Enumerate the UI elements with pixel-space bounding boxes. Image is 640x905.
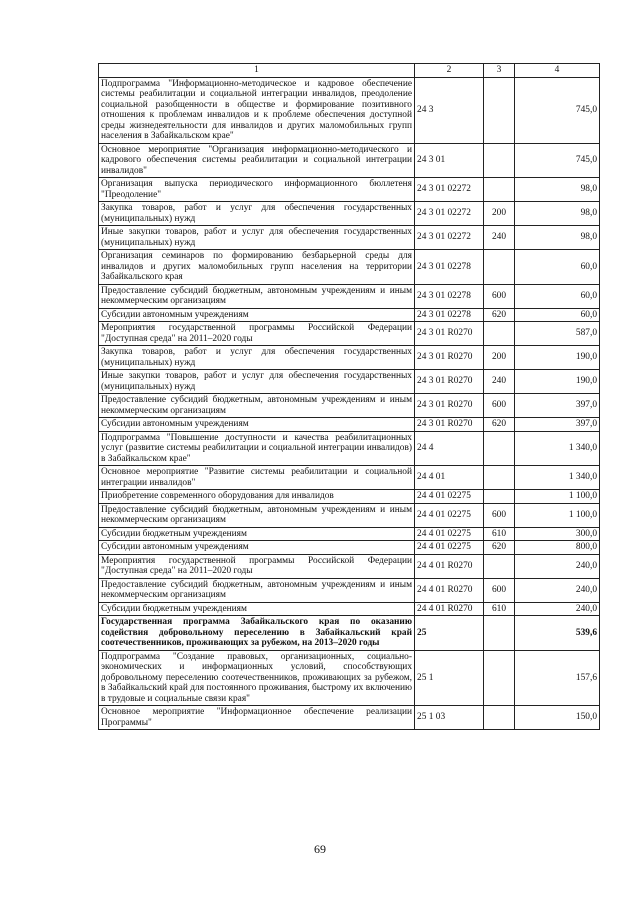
row-code-cell: 25 1 03 [415,706,484,730]
row-expense-type-cell [484,616,515,651]
row-expense-type-cell [484,466,515,490]
row-code-cell: 24 4 01 02275 [415,503,484,527]
row-code-cell: 24 3 01 02272 [415,202,484,226]
row-expense-type-cell [484,554,515,578]
table-row [99,650,600,706]
row-sum-cell: 98,0 [515,178,600,202]
row-name-cell: Основное мероприятие "Организация информационно-методического и кадрового обеспечения системы реабилитации и социальной интеграции инвалидов" [99,143,415,178]
row-name-cell: Субсидии бюджетным учреждениям [99,527,415,541]
row-expense-type-cell [484,250,515,285]
row-sum-cell: 240,0 [515,554,600,578]
row-code-cell: 24 3 01 R0270 [415,394,484,418]
row-sum-cell: 1 100,0 [515,490,600,504]
row-code-cell: 24 3 01 R0270 [415,370,484,394]
row-expense-type-cell [484,431,515,466]
row-code-cell: 24 4 01 02275 [415,527,484,541]
table-row [99,226,600,250]
row-expense-type-cell: 200 [484,202,515,226]
row-sum-cell: 240,0 [515,578,600,602]
row-sum-cell: 157,6 [515,650,600,706]
row-code-cell: 24 4 01 [415,466,484,490]
row-name-cell: Субсидии автономным учреждениям [99,418,415,432]
row-expense-type-cell: 620 [484,308,515,322]
page-number: 69 [314,842,326,856]
row-expense-type-cell [484,322,515,346]
row-expense-type-cell: 610 [484,527,515,541]
row-expense-type-cell: 600 [484,284,515,308]
table-row [99,490,600,504]
table-row [99,322,600,346]
row-sum-cell: 587,0 [515,322,600,346]
row-sum-cell: 98,0 [515,226,600,250]
row-name-cell: Субсидии автономным учреждениям [99,308,415,322]
table-row [99,143,600,178]
row-name-cell: Подпрограмма "Повышение доступности и качества реабилитационных услуг (развитие системы реабилитации и социальной интеграции инвалидов) в Забайкальском крае" [99,431,415,466]
table-row [99,431,600,466]
row-sum-cell: 745,0 [515,143,600,178]
row-sum-cell: 397,0 [515,418,600,432]
row-expense-type-cell: 620 [484,418,515,432]
table-row [99,602,600,616]
row-sum-cell: 190,0 [515,346,600,370]
row-expense-type-cell: 600 [484,578,515,602]
header-col-3: 3 [484,64,515,78]
row-sum-cell: 1 340,0 [515,431,600,466]
table-row [99,616,600,651]
row-expense-type-cell: 200 [484,346,515,370]
row-name-cell: Подпрограмма "Информационно-методическое и кадровое обеспечение системы реабилитации и социальной интеграции инвалидов, преодоление социальной разобщенности в обществе и формирование позитивного отношения к проблемам инвалидов и к проблеме обеспечения доступной среды жизнедеятельности для инвалидов и других маломобильных групп населения в Забайкальском крае" [99,77,415,143]
row-sum-cell: 1 100,0 [515,503,600,527]
row-expense-type-cell: 240 [484,370,515,394]
row-name-cell: Закупка товаров, работ и услуг для обеспечения государственных (муниципальных) нужд [99,202,415,226]
row-sum-cell: 300,0 [515,527,600,541]
row-expense-type-cell [484,490,515,504]
table-row [99,706,600,730]
row-name-cell: Предоставление субсидий бюджетным, автономным учреждениям и иным некоммерческим организациям [99,284,415,308]
table-row [99,178,600,202]
row-name-cell: Государственная программа Забайкальского края по оказанию содействия добровольному переселению в Забайкальский край соотечественников, проживающих за рубежом, на 2013–2020 годы [99,616,415,651]
table-row [99,284,600,308]
row-code-cell: 24 3 01 02278 [415,284,484,308]
table-row [99,466,600,490]
row-sum-cell: 397,0 [515,394,600,418]
row-expense-type-cell [484,143,515,178]
budget-sheet [98,63,599,730]
row-code-cell: 24 4 01 R0270 [415,602,484,616]
table-row [99,578,600,602]
row-name-cell: Мероприятия государственной программы Российской Федерации "Доступная среда" на 2011–2020 годы [99,322,415,346]
row-code-cell: 24 4 01 R0270 [415,554,484,578]
table-row [99,541,600,555]
row-expense-type-cell: 610 [484,602,515,616]
row-name-cell: Основное мероприятие "Информационное обеспечение реализации Программы" [99,706,415,730]
row-sum-cell: 98,0 [515,202,600,226]
row-name-cell: Предоставление субсидий бюджетным, автономным учреждениям и иным некоммерческим организациям [99,578,415,602]
row-code-cell: 24 3 01 02278 [415,250,484,285]
table-row [99,527,600,541]
table-row [99,202,600,226]
row-name-cell: Организация семинаров по формированию безбарьерной среды для инвалидов и других маломобильных групп населения на территории Забайкальского края [99,250,415,285]
row-name-cell: Субсидии бюджетным учреждениям [99,602,415,616]
header-col-1: 1 [99,64,415,78]
table-body [99,77,600,730]
row-name-cell: Иные закупки товаров, работ и услуг для обеспечения государственных (муниципальных) нужд [99,370,415,394]
row-name-cell: Предоставление субсидий бюджетным, автономным учреждениям и иным некоммерческим организациям [99,394,415,418]
row-name-cell: Мероприятия государственной программы Российской Федерации "Доступная среда" на 2011–2020 годы [99,554,415,578]
table-row [99,77,600,143]
row-code-cell: 24 3 01 02278 [415,308,484,322]
header-col-2: 2 [415,64,484,78]
row-code-cell: 24 3 01 R0270 [415,346,484,370]
table-row [99,308,600,322]
row-code-cell: 24 4 [415,431,484,466]
row-code-cell: 24 3 01 02272 [415,178,484,202]
row-sum-cell: 240,0 [515,602,600,616]
row-name-cell: Субсидии автономным учреждениям [99,541,415,555]
row-name-cell: Приобретение современного оборудования для инвалидов [99,490,415,504]
row-sum-cell: 800,0 [515,541,600,555]
row-expense-type-cell [484,178,515,202]
row-sum-cell: 745,0 [515,77,600,143]
row-sum-cell: 150,0 [515,706,600,730]
row-name-cell: Иные закупки товаров, работ и услуг для обеспечения государственных (муниципальных) нужд [99,226,415,250]
row-code-cell: 24 3 01 [415,143,484,178]
row-sum-cell: 539,6 [515,616,600,651]
row-sum-cell: 1 340,0 [515,466,600,490]
row-name-cell: Закупка товаров, работ и услуг для обеспечения государственных (муниципальных) нужд [99,346,415,370]
row-code-cell: 24 4 01 R0270 [415,578,484,602]
table-row [99,503,600,527]
row-code-cell: 24 3 [415,77,484,143]
row-code-cell: 24 3 01 02272 [415,226,484,250]
row-expense-type-cell [484,650,515,706]
row-name-cell: Основное мероприятие "Развитие системы реабилитации и социальной интеграции инвалидов" [99,466,415,490]
table-row [99,554,600,578]
row-sum-cell: 60,0 [515,284,600,308]
table-row [99,250,600,285]
row-name-cell: Подпрограмма "Создание правовых, организационных, социально-экономических и информационных условий, способствующих добровольному переселению соотечественников, проживающих за рубежом, в Забайкальский край для постоянного проживания, быстрому их включению в трудовые и социальные связи края" [99,650,415,706]
table-row [99,394,600,418]
table-row [99,346,600,370]
row-code-cell: 24 4 01 02275 [415,490,484,504]
row-expense-type-cell: 600 [484,503,515,527]
row-code-cell: 25 1 [415,650,484,706]
row-name-cell: Организация выпуска периодического информационного бюллетеня "Преодоление" [99,178,415,202]
row-expense-type-cell: 240 [484,226,515,250]
row-code-cell: 25 [415,616,484,651]
budget-table [98,63,600,730]
row-expense-type-cell: 620 [484,541,515,555]
row-code-cell: 24 3 01 R0270 [415,418,484,432]
row-code-cell: 24 3 01 R0270 [415,322,484,346]
row-expense-type-cell [484,77,515,143]
row-sum-cell: 60,0 [515,308,600,322]
row-sum-cell: 190,0 [515,370,600,394]
row-code-cell: 24 4 01 02275 [415,541,484,555]
header-col-4: 4 [515,64,600,78]
table-row [99,370,600,394]
table-row [99,418,600,432]
row-name-cell: Предоставление субсидий бюджетным, автономным учреждениям и иным некоммерческим организациям [99,503,415,527]
row-expense-type-cell: 600 [484,394,515,418]
table-header-row [99,64,600,78]
row-expense-type-cell [484,706,515,730]
row-sum-cell: 60,0 [515,250,600,285]
